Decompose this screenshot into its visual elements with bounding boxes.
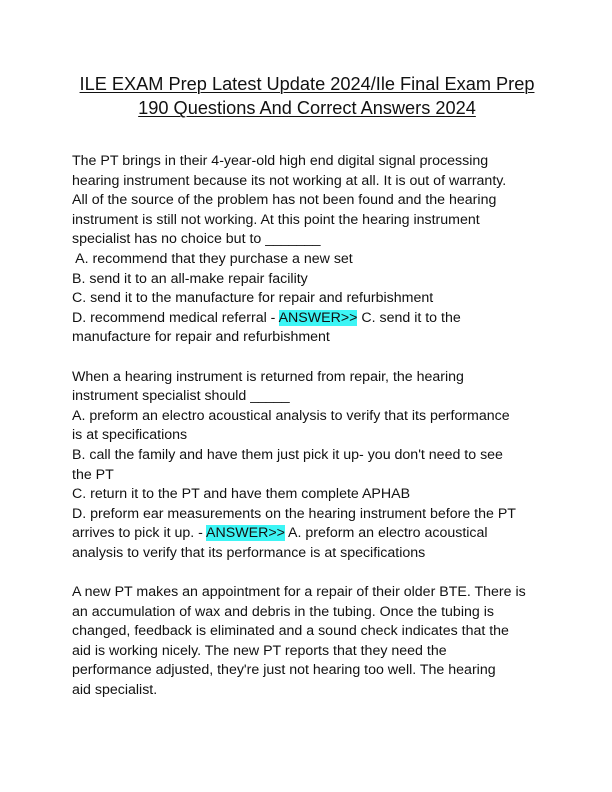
answer-line: [72, 309, 542, 329]
option-line: A. recommend that they purchase a new set: [72, 250, 353, 267]
title-line-1: ILE EXAM Prep Latest Update 2024/Ile Final Exam Prep: [79, 74, 535, 94]
option-line: B. call the family and have them just pick it up- you don't need to see: [72, 446, 503, 463]
option-line: A. preform an electro acoustical analysis to verify that its performance: [72, 407, 510, 424]
answer-highlight: ANSWER>>: [278, 309, 358, 326]
question-line: aid specialist.: [72, 682, 158, 699]
question-line: The PT brings in their 4-year-old high end digital signal processing: [72, 153, 489, 169]
question-1: [72, 152, 542, 348]
document-title: [72, 72, 542, 120]
answer-highlight: ANSWER>>: [206, 525, 285, 542]
question-line: All of the source of the problem has not been found and the hearing: [72, 192, 497, 209]
option-text: arrives to pick it up. -: [72, 525, 207, 542]
answer-line-continued: manufacture for repair and refurbishment: [72, 329, 330, 346]
question-line: aid is working nicely. The new PT reports that they need the: [72, 642, 447, 659]
question-line: changed, feedback is eliminated and a sound check indicates that the: [72, 623, 509, 640]
option-line: C. return it to the PT and have them complete APHAB: [72, 486, 411, 503]
question-line: specialist has no choice but to _______: [72, 231, 321, 248]
question-line: When a hearing instrument is returned from repair, the hearing: [72, 368, 464, 385]
question-line: instrument specialist should _____: [72, 388, 290, 405]
option-line: D. preform ear measurements on the hearing instrument before the PT: [72, 505, 516, 522]
question-line: instrument is still not working. At this point the hearing instrument: [72, 211, 480, 228]
question-line: performance adjusted, they're just not hearing too well. The hearing: [72, 662, 496, 679]
answer-text: A. preform an electro acoustical: [284, 525, 488, 542]
option-line: the PT: [72, 466, 114, 483]
answer-line-continued: analysis to verify that its performance is at specifications: [72, 544, 426, 561]
option-line: is at specifications: [72, 427, 188, 444]
question-2: [72, 368, 542, 564]
question-line: A new PT makes an appointment for a repair of their older BTE. There is: [72, 584, 526, 601]
question-3: [72, 583, 542, 701]
option-line: B. send it to an all-make repair facility: [72, 270, 308, 287]
answer-line: [72, 524, 542, 544]
answer-text: C. send it to the: [357, 309, 461, 326]
question-line: an accumulation of wax and debris in the tubing. Once the tubing is: [72, 603, 494, 620]
option-text: D. recommend medical referral -: [72, 309, 279, 326]
title-line-2: 190 Questions And Correct Answers 2024: [138, 98, 476, 118]
option-line: C. send it to the manufacture for repair and refurbishment: [72, 290, 434, 307]
question-line: hearing instrument because its not working at all. It is out of warranty.: [72, 172, 507, 189]
